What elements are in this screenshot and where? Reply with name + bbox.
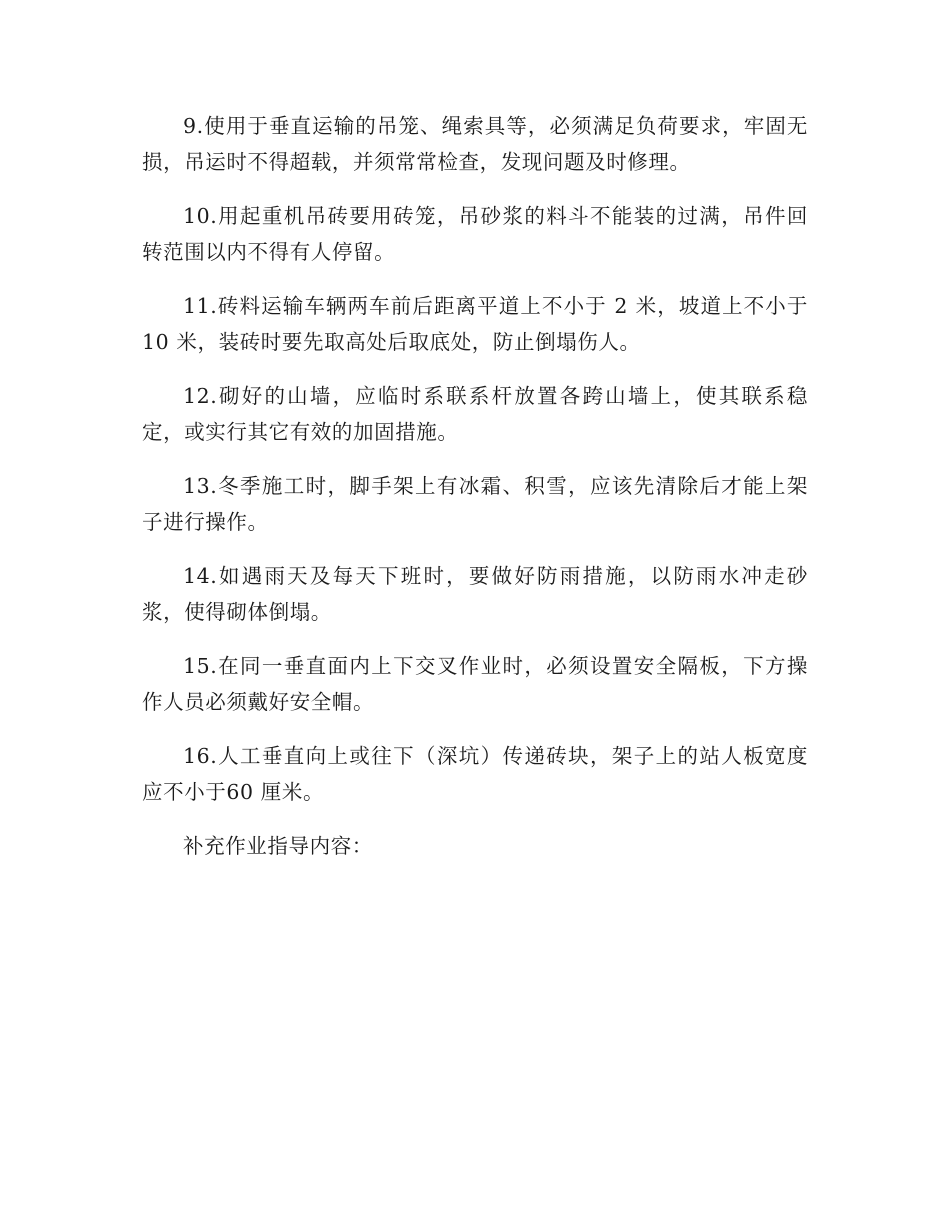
paragraph-item-9: 9.使用于垂直运输的吊笼、绳索具等，必须满足负荷要求，牢固无损，吊运时不得超载，并须常常检查，发现问题及时修理。 [142,114,808,174]
paragraph-item-13: 13.冬季施工时，脚手架上有冰霜、积雪，应该先清除后才能上架子进行操作。 [142,474,808,534]
paragraph-item-11: 11.砖料运输车辆两车前后距离平道上不小于 2 米，坡道上不小于 10 米，装砖时要先取高处后取底处，防止倒塌伤人。 [142,294,808,354]
paragraph-item-15: 15.在同一垂直面内上下交叉作业时，必须设置安全隔板，下方操作人员必须戴好安全帽。 [142,654,808,714]
paragraph-item-16: 16.人工垂直向上或往下（深坑）传递砖块，架子上的站人板宽度应不小于60 厘米。 [142,744,808,804]
paragraph-item-10: 10.用起重机吊砖要用砖笼，吊砂浆的料斗不能装的过满，吊件回转范围以内不得有人停留。 [142,204,808,264]
paragraph-item-14: 14.如遇雨天及每天下班时，要做好防雨措施，以防雨水冲走砂浆，使得砌体倒塌。 [142,564,808,624]
paragraph-item-12: 12.砌好的山墙，应临时系联系杆放置各跨山墙上，使其联系稳定，或实行其它有效的加固措施。 [142,384,808,444]
document-body [142,108,808,882]
supplementary-heading: 补充作业指导内容： [183,834,373,858]
